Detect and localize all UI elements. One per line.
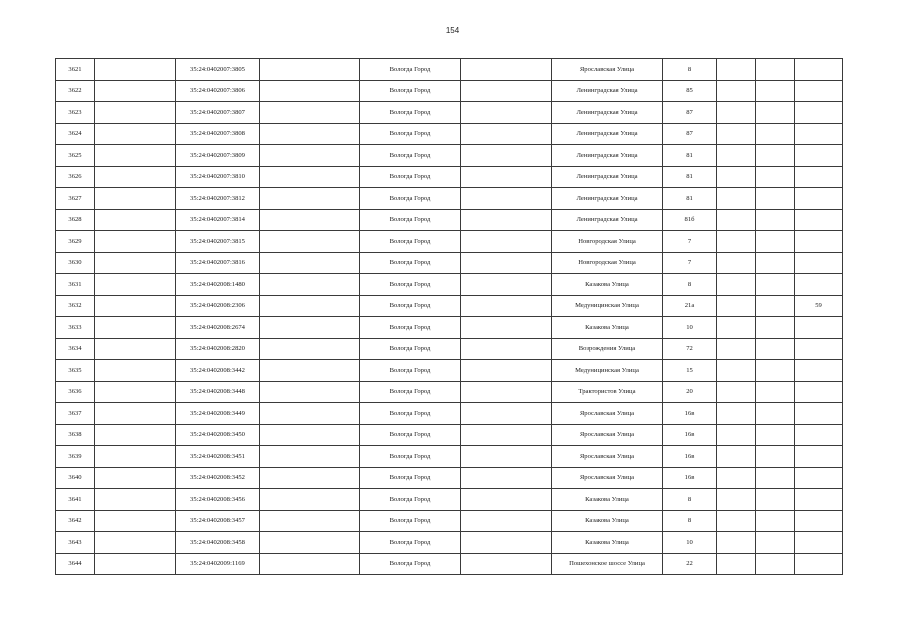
empty-cell <box>260 317 360 339</box>
house-number-cell: 8 <box>663 59 717 81</box>
empty-cell <box>461 59 552 81</box>
empty-cell <box>260 274 360 296</box>
street-cell: Медуницинская Улица <box>552 295 663 317</box>
house-number-cell: 85 <box>663 80 717 102</box>
empty-cell <box>260 381 360 403</box>
row-number-cell: 3624 <box>56 123 95 145</box>
empty-cell <box>260 360 360 382</box>
empty-cell <box>260 467 360 489</box>
table-row <box>56 532 843 554</box>
table-row <box>56 252 843 274</box>
empty-cell <box>95 188 176 210</box>
row-number-cell: 3633 <box>56 317 95 339</box>
empty-cell <box>260 403 360 425</box>
empty-cell <box>95 532 176 554</box>
empty-cell <box>95 145 176 167</box>
house-number-cell: 72 <box>663 338 717 360</box>
table-row <box>56 295 843 317</box>
empty-cell <box>461 510 552 532</box>
empty-cell <box>95 274 176 296</box>
city-cell: Вологда Город <box>360 209 461 231</box>
table-row <box>56 188 843 210</box>
empty-cell <box>461 360 552 382</box>
empty-cell <box>756 231 795 253</box>
cadastral-number-cell: 35:24:0402007:3814 <box>176 209 260 231</box>
cadastral-number-cell: 35:24:0402008:3458 <box>176 532 260 554</box>
apartment-cell <box>795 424 843 446</box>
apartment-cell <box>795 188 843 210</box>
empty-cell <box>260 145 360 167</box>
empty-cell <box>756 102 795 124</box>
house-number-cell: 81б <box>663 209 717 231</box>
apartment-cell <box>795 274 843 296</box>
empty-cell <box>756 166 795 188</box>
row-number-cell: 3626 <box>56 166 95 188</box>
house-number-cell: 22 <box>663 553 717 575</box>
house-number-cell: 16в <box>663 424 717 446</box>
empty-cell <box>95 123 176 145</box>
apartment-cell <box>795 252 843 274</box>
street-cell: Казакова Улица <box>552 317 663 339</box>
cadastral-number-cell: 35:24:0402008:2820 <box>176 338 260 360</box>
table-row <box>56 489 843 511</box>
empty-cell <box>461 188 552 210</box>
street-cell: Трактористов Улица <box>552 381 663 403</box>
house-number-cell: 16в <box>663 403 717 425</box>
row-number-cell: 3634 <box>56 338 95 360</box>
apartment-cell <box>795 102 843 124</box>
cadastral-number-cell: 35:24:0402008:3456 <box>176 489 260 511</box>
empty-cell <box>461 295 552 317</box>
row-number-cell: 3642 <box>56 510 95 532</box>
empty-cell <box>717 145 756 167</box>
cadastral-number-cell: 35:24:0402007:3810 <box>176 166 260 188</box>
empty-cell <box>756 446 795 468</box>
apartment-cell <box>795 166 843 188</box>
empty-cell <box>260 123 360 145</box>
empty-cell <box>260 102 360 124</box>
empty-cell <box>717 59 756 81</box>
row-number-cell: 3643 <box>56 532 95 554</box>
apartment-cell <box>795 59 843 81</box>
empty-cell <box>260 510 360 532</box>
empty-cell <box>461 252 552 274</box>
empty-cell <box>756 532 795 554</box>
row-number-cell: 3631 <box>56 274 95 296</box>
empty-cell <box>461 166 552 188</box>
cadastral-number-cell: 35:24:0402007:3808 <box>176 123 260 145</box>
row-number-cell: 3636 <box>56 381 95 403</box>
cadastral-number-cell: 35:24:0402007:3806 <box>176 80 260 102</box>
empty-cell <box>95 467 176 489</box>
house-number-cell: 8 <box>663 510 717 532</box>
house-number-cell: 8 <box>663 489 717 511</box>
empty-cell <box>461 424 552 446</box>
row-number-cell: 3640 <box>56 467 95 489</box>
empty-cell <box>461 231 552 253</box>
empty-cell <box>95 209 176 231</box>
street-cell: Ленинградская Улица <box>552 209 663 231</box>
empty-cell <box>95 166 176 188</box>
empty-cell <box>756 317 795 339</box>
city-cell: Вологда Город <box>360 274 461 296</box>
registry-rows <box>56 59 843 575</box>
empty-cell <box>260 209 360 231</box>
empty-cell <box>756 274 795 296</box>
empty-cell <box>95 489 176 511</box>
apartment-cell <box>795 123 843 145</box>
city-cell: Вологда Город <box>360 59 461 81</box>
street-cell: Ярославская Улица <box>552 424 663 446</box>
house-number-cell: 20 <box>663 381 717 403</box>
empty-cell <box>756 188 795 210</box>
cadastral-number-cell: 35:24:0402007:3809 <box>176 145 260 167</box>
empty-cell <box>717 188 756 210</box>
row-number-cell: 3628 <box>56 209 95 231</box>
empty-cell <box>717 80 756 102</box>
table-row <box>56 145 843 167</box>
row-number-cell: 3623 <box>56 102 95 124</box>
apartment-cell <box>795 209 843 231</box>
city-cell: Вологда Город <box>360 102 461 124</box>
empty-cell <box>461 489 552 511</box>
table-row <box>56 510 843 532</box>
empty-cell <box>717 424 756 446</box>
row-number-cell: 3639 <box>56 446 95 468</box>
street-cell: Пошехонское шоссе Улица <box>552 553 663 575</box>
street-cell: Ярославская Улица <box>552 403 663 425</box>
city-cell: Вологда Город <box>360 403 461 425</box>
registry-table <box>55 58 843 575</box>
city-cell: Вологда Город <box>360 188 461 210</box>
empty-cell <box>717 123 756 145</box>
house-number-cell: 87 <box>663 102 717 124</box>
city-cell: Вологда Город <box>360 360 461 382</box>
empty-cell <box>95 424 176 446</box>
empty-cell <box>461 338 552 360</box>
street-cell: Ленинградская Улица <box>552 80 663 102</box>
empty-cell <box>717 252 756 274</box>
street-cell: Ленинградская Улица <box>552 166 663 188</box>
empty-cell <box>95 446 176 468</box>
empty-cell <box>461 80 552 102</box>
empty-cell <box>717 338 756 360</box>
empty-cell <box>756 252 795 274</box>
empty-cell <box>461 467 552 489</box>
street-cell: Казакова Улица <box>552 274 663 296</box>
street-cell: Новгородская Улица <box>552 231 663 253</box>
house-number-cell: 10 <box>663 532 717 554</box>
empty-cell <box>461 317 552 339</box>
cadastral-number-cell: 35:24:0402008:3452 <box>176 467 260 489</box>
row-number-cell: 3621 <box>56 59 95 81</box>
cadastral-number-cell: 35:24:0402007:3812 <box>176 188 260 210</box>
empty-cell <box>756 510 795 532</box>
empty-cell <box>95 295 176 317</box>
city-cell: Вологда Город <box>360 295 461 317</box>
row-number-cell: 3637 <box>56 403 95 425</box>
city-cell: Вологда Город <box>360 338 461 360</box>
empty-cell <box>461 209 552 231</box>
apartment-cell <box>795 532 843 554</box>
row-number-cell: 3627 <box>56 188 95 210</box>
apartment-cell <box>795 446 843 468</box>
cadastral-number-cell: 35:24:0402008:3449 <box>176 403 260 425</box>
empty-cell <box>260 80 360 102</box>
house-number-cell: 10 <box>663 317 717 339</box>
apartment-cell <box>795 80 843 102</box>
house-number-cell: 87 <box>663 123 717 145</box>
empty-cell <box>260 553 360 575</box>
empty-cell <box>95 102 176 124</box>
cadastral-number-cell: 35:24:0402008:2306 <box>176 295 260 317</box>
house-number-cell: 81 <box>663 188 717 210</box>
row-number-cell: 3629 <box>56 231 95 253</box>
apartment-cell: 59 <box>795 295 843 317</box>
table-row <box>56 209 843 231</box>
empty-cell <box>260 59 360 81</box>
empty-cell <box>95 231 176 253</box>
house-number-cell: 16в <box>663 467 717 489</box>
street-cell: Ярославская Улица <box>552 59 663 81</box>
empty-cell <box>461 446 552 468</box>
house-number-cell: 16в <box>663 446 717 468</box>
empty-cell <box>260 295 360 317</box>
empty-cell <box>756 403 795 425</box>
street-cell: Ленинградская Улица <box>552 145 663 167</box>
empty-cell <box>461 102 552 124</box>
city-cell: Вологда Город <box>360 489 461 511</box>
apartment-cell <box>795 381 843 403</box>
empty-cell <box>756 209 795 231</box>
empty-cell <box>717 510 756 532</box>
apartment-cell <box>795 317 843 339</box>
empty-cell <box>260 188 360 210</box>
empty-cell <box>717 532 756 554</box>
house-number-cell: 21а <box>663 295 717 317</box>
table-row <box>56 424 843 446</box>
empty-cell <box>260 532 360 554</box>
city-cell: Вологда Город <box>360 252 461 274</box>
cadastral-number-cell: 35:24:0402008:3448 <box>176 381 260 403</box>
apartment-cell <box>795 145 843 167</box>
empty-cell <box>756 489 795 511</box>
page-number: 154 <box>445 26 460 35</box>
empty-cell <box>717 295 756 317</box>
table-row <box>56 166 843 188</box>
empty-cell <box>717 489 756 511</box>
empty-cell <box>461 553 552 575</box>
empty-cell <box>756 295 795 317</box>
street-cell: Медуницинская Улица <box>552 360 663 382</box>
cadastral-number-cell: 35:24:0402008:2674 <box>176 317 260 339</box>
empty-cell <box>717 381 756 403</box>
empty-cell <box>756 467 795 489</box>
cadastral-number-cell: 35:24:0402007:3805 <box>176 59 260 81</box>
table-row <box>56 338 843 360</box>
apartment-cell <box>795 360 843 382</box>
city-cell: Вологда Город <box>360 166 461 188</box>
city-cell: Вологда Город <box>360 532 461 554</box>
empty-cell <box>95 317 176 339</box>
empty-cell <box>756 360 795 382</box>
empty-cell <box>95 338 176 360</box>
table-row <box>56 360 843 382</box>
street-cell: Казакова Улица <box>552 510 663 532</box>
empty-cell <box>260 489 360 511</box>
apartment-cell <box>795 510 843 532</box>
empty-cell <box>95 360 176 382</box>
city-cell: Вологда Город <box>360 123 461 145</box>
row-number-cell: 3625 <box>56 145 95 167</box>
empty-cell <box>461 381 552 403</box>
empty-cell <box>717 166 756 188</box>
empty-cell <box>756 59 795 81</box>
table-row <box>56 274 843 296</box>
cadastral-number-cell: 35:24:0402009:1169 <box>176 553 260 575</box>
table-row <box>56 59 843 81</box>
empty-cell <box>95 553 176 575</box>
empty-cell <box>717 446 756 468</box>
apartment-cell <box>795 231 843 253</box>
city-cell: Вологда Город <box>360 446 461 468</box>
table-row <box>56 381 843 403</box>
cadastral-number-cell: 35:24:0402007:3816 <box>176 252 260 274</box>
row-number-cell: 3632 <box>56 295 95 317</box>
empty-cell <box>260 231 360 253</box>
house-number-cell: 7 <box>663 252 717 274</box>
city-cell: Вологда Город <box>360 424 461 446</box>
empty-cell <box>461 145 552 167</box>
house-number-cell: 15 <box>663 360 717 382</box>
city-cell: Вологда Город <box>360 145 461 167</box>
table-row <box>56 553 843 575</box>
street-cell: Ленинградская Улица <box>552 102 663 124</box>
table-row <box>56 102 843 124</box>
house-number-cell: 81 <box>663 145 717 167</box>
empty-cell <box>717 209 756 231</box>
city-cell: Вологда Город <box>360 510 461 532</box>
empty-cell <box>756 338 795 360</box>
empty-cell <box>95 403 176 425</box>
street-cell: Ярославская Улица <box>552 446 663 468</box>
table-row <box>56 80 843 102</box>
empty-cell <box>260 166 360 188</box>
table-row <box>56 403 843 425</box>
table-row <box>56 467 843 489</box>
street-cell: Ярославская Улица <box>552 467 663 489</box>
empty-cell <box>717 317 756 339</box>
row-number-cell: 3638 <box>56 424 95 446</box>
cadastral-number-cell: 35:24:0402008:1480 <box>176 274 260 296</box>
apartment-cell <box>795 338 843 360</box>
city-cell: Вологда Город <box>360 231 461 253</box>
empty-cell <box>717 102 756 124</box>
cadastral-number-cell: 35:24:0402007:3807 <box>176 102 260 124</box>
street-cell: Новгородская Улица <box>552 252 663 274</box>
empty-cell <box>717 467 756 489</box>
house-number-cell: 8 <box>663 274 717 296</box>
cadastral-number-cell: 35:24:0402008:3457 <box>176 510 260 532</box>
empty-cell <box>756 553 795 575</box>
empty-cell <box>461 274 552 296</box>
empty-cell <box>756 80 795 102</box>
table-row <box>56 123 843 145</box>
city-cell: Вологда Город <box>360 80 461 102</box>
cadastral-number-cell: 35:24:0402008:3451 <box>176 446 260 468</box>
apartment-cell <box>795 403 843 425</box>
row-number-cell: 3635 <box>56 360 95 382</box>
street-cell: Казакова Улица <box>552 532 663 554</box>
apartment-cell <box>795 553 843 575</box>
street-cell: Ленинградская Улица <box>552 123 663 145</box>
empty-cell <box>756 424 795 446</box>
cadastral-number-cell: 35:24:0402008:3442 <box>176 360 260 382</box>
street-cell: Казакова Улица <box>552 489 663 511</box>
row-number-cell: 3644 <box>56 553 95 575</box>
house-number-cell: 7 <box>663 231 717 253</box>
empty-cell <box>260 424 360 446</box>
empty-cell <box>95 80 176 102</box>
city-cell: Вологда Город <box>360 317 461 339</box>
apartment-cell <box>795 467 843 489</box>
empty-cell <box>95 381 176 403</box>
empty-cell <box>95 510 176 532</box>
empty-cell <box>461 403 552 425</box>
city-cell: Вологда Город <box>360 467 461 489</box>
empty-cell <box>95 252 176 274</box>
empty-cell <box>717 360 756 382</box>
empty-cell <box>461 532 552 554</box>
row-number-cell: 3622 <box>56 80 95 102</box>
empty-cell <box>260 446 360 468</box>
empty-cell <box>95 59 176 81</box>
row-number-cell: 3630 <box>56 252 95 274</box>
table-row <box>56 446 843 468</box>
empty-cell <box>717 274 756 296</box>
empty-cell <box>756 123 795 145</box>
house-number-cell: 81 <box>663 166 717 188</box>
cadastral-number-cell: 35:24:0402007:3815 <box>176 231 260 253</box>
empty-cell <box>461 123 552 145</box>
empty-cell <box>717 403 756 425</box>
table-row <box>56 231 843 253</box>
empty-cell <box>260 252 360 274</box>
empty-cell <box>717 553 756 575</box>
empty-cell <box>717 231 756 253</box>
street-cell: Ленинградская Улица <box>552 188 663 210</box>
city-cell: Вологда Город <box>360 553 461 575</box>
empty-cell <box>756 145 795 167</box>
street-cell: Возрождения Улица <box>552 338 663 360</box>
table-row <box>56 317 843 339</box>
city-cell: Вологда Город <box>360 381 461 403</box>
empty-cell <box>756 381 795 403</box>
cadastral-number-cell: 35:24:0402008:3450 <box>176 424 260 446</box>
apartment-cell <box>795 489 843 511</box>
empty-cell <box>260 338 360 360</box>
row-number-cell: 3641 <box>56 489 95 511</box>
